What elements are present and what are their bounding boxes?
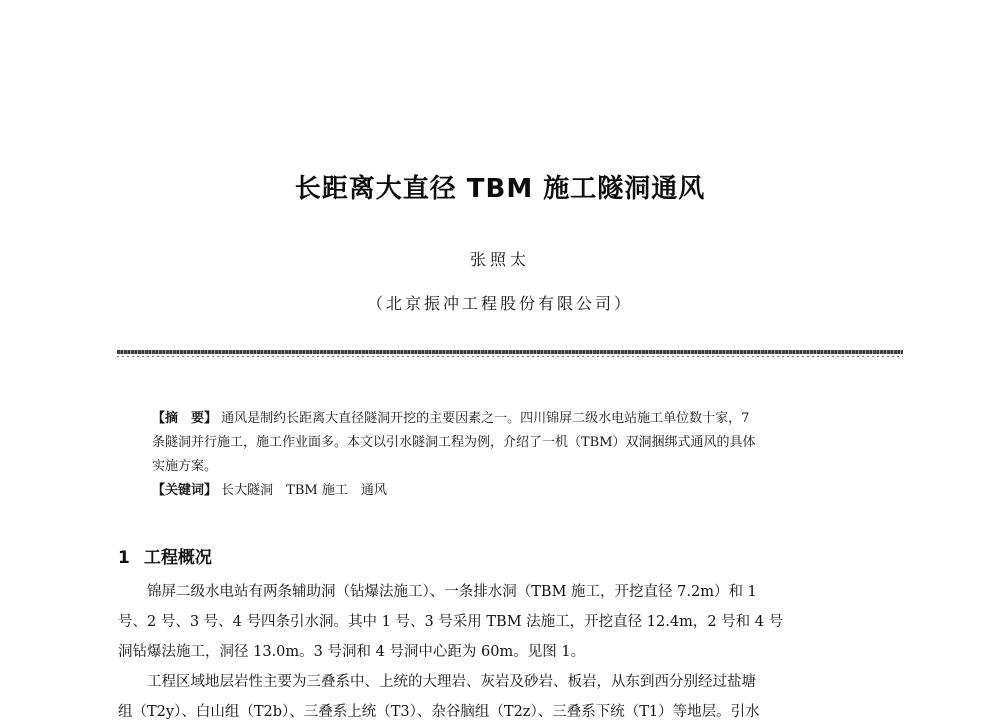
abstract-text: 通风是制约长距离大直径隧洞开挖的主要因素之一。四川锦屏二级水电站施工单位数十家，7 — [221, 411, 750, 426]
header-divider — [117, 350, 903, 354]
author-name: 张照太 — [469, 250, 530, 269]
paragraph-line: 洞钻爆法施工，洞径 13.0m。3 号洞和 4 号洞中心距为 60m。见图 1。 — [118, 644, 586, 660]
paragraph-line: 号、2 号、3 号、4 号四条引水洞。其中 1 号、3 号采用 TBM 法施工，开挖直径 12.4m，2 号和 4 号 — [118, 614, 784, 630]
paragraph-line: 工程区域地层岩性主要为三叠系中、上统的大理岩、灰岩及砂岩、板岩，从东到西分别经过盐塘 — [147, 674, 756, 690]
abstract-block — [152, 407, 872, 503]
paper-title: 长距离大直径 TBM 施工隧洞通风 — [294, 174, 706, 204]
abstract-tag: 【摘 要】 — [152, 411, 218, 426]
keywords-line — [152, 479, 872, 503]
abstract-line: 条隧洞并行施工，施工作业面多。本文以引水隧洞工程为例，介绍了一机（TBM）双洞捆绑式通风的具体 — [152, 435, 756, 450]
keywords-tag: 【关键词】 — [152, 483, 218, 498]
abstract-line: 实施方案。 — [152, 459, 218, 474]
paragraph-line: 锦屏二级水电站有两条辅助洞（钻爆法施工）、一条排水洞（TBM 施工，开挖直径 7.2m）和 1 — [147, 584, 757, 600]
author-affiliation: （北京振冲工程股份有限公司） — [366, 294, 633, 313]
section-number: 1 — [118, 548, 130, 568]
section-title: 工程概况 — [143, 548, 212, 568]
abstract-line — [152, 407, 872, 431]
section-heading — [118, 543, 212, 568]
header-divider-secondary — [117, 356, 903, 357]
keywords-text: 长大隧洞 TBM 施工 通风 — [221, 483, 387, 498]
section-body — [118, 577, 908, 727]
paragraph-line: 组（T2y）、白山组（T2b）、三叠系上统（T3）、杂谷脑组（T2z）、三叠系下统（T1）等地层。引水 — [118, 704, 760, 720]
